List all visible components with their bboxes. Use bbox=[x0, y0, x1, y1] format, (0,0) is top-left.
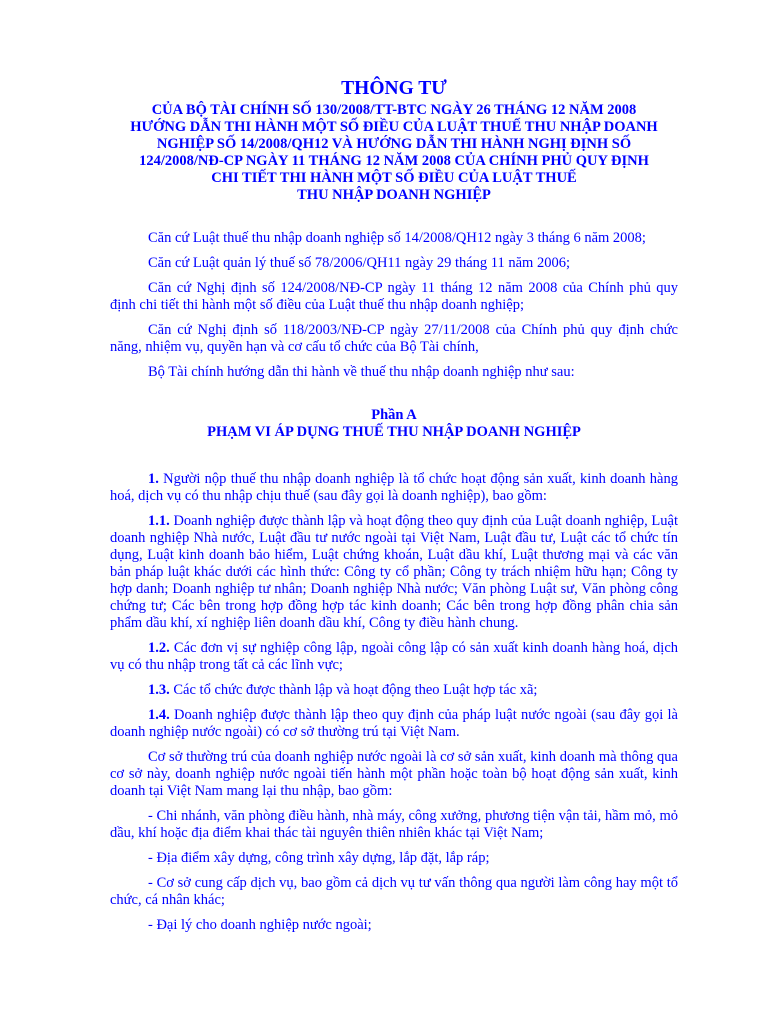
body-paragraph bbox=[110, 850, 678, 867]
part-title: PHẠM VI ÁP DỤNG THUẾ THU NHẬP DOANH NGHIỆP bbox=[207, 424, 581, 440]
clause-number: 1.1. bbox=[148, 513, 170, 529]
clause-number: 1. bbox=[148, 471, 159, 487]
body-section bbox=[110, 471, 678, 934]
clause-text: - Đại lý cho doanh nghiệp nước ngoài; bbox=[148, 917, 372, 933]
subtitle-line: CHI TIẾT THI HÀNH MỘT SỐ ĐIỀU CỦA LUẬT THUẾ bbox=[211, 170, 577, 186]
body-paragraph bbox=[110, 875, 678, 909]
clause-number: 1.3. bbox=[148, 682, 170, 698]
body-paragraph bbox=[110, 513, 678, 632]
body-paragraph bbox=[110, 749, 678, 800]
body-paragraph bbox=[110, 707, 678, 741]
subtitle-line: 124/2008/NĐ-CP NGÀY 11 THÁNG 12 NĂM 2008 CỦA CHÍNH PHỦ QUY ĐỊNH bbox=[139, 153, 649, 169]
preamble bbox=[110, 230, 678, 381]
clause-text: - Cơ sở cung cấp dịch vụ, bao gồm cả dịch vụ tư vấn thông qua người làm công hay một tổ chức, cá nhân khác; bbox=[110, 875, 678, 908]
preamble-paragraph: Căn cứ Luật thuế thu nhập doanh nghiệp số 14/2008/QH12 ngày 3 tháng 6 năm 2008; bbox=[148, 230, 646, 246]
body-paragraph bbox=[110, 471, 678, 505]
body-paragraph bbox=[110, 808, 678, 842]
clause-number: 1.2. bbox=[148, 640, 170, 656]
clause-text: Các đơn vị sự nghiệp công lập, ngoài công lập có sản xuất kinh doanh hàng hoá, dịch vụ có thu nhập trong tất cả các lĩnh vực; bbox=[110, 640, 678, 673]
body-paragraph bbox=[110, 917, 678, 934]
clause-text: - Chi nhánh, văn phòng điều hành, nhà máy, công xưởng, phương tiện vận tải, hầm mỏ, mỏ dầu, khí hoặc địa điểm khai thác tài nguyên thiên nhiên khác tại Việt Nam; bbox=[110, 808, 678, 841]
subtitle-line: HƯỚNG DẪN THI HÀNH MỘT SỐ ĐIỀU CỦA LUẬT THUẾ THU NHẬP DOANH bbox=[130, 119, 658, 135]
part-heading: Phần A bbox=[371, 407, 417, 423]
document-title: THÔNG TƯ bbox=[341, 78, 447, 99]
clause-text: - Địa điểm xây dựng, công trình xây dựng, lắp đặt, lắp ráp; bbox=[148, 850, 490, 866]
preamble-paragraph: Căn cứ Nghị định số 118/2003/NĐ-CP ngày 27/11/2008 của Chính phủ quy định chức năng, nhiệm vụ, quyền hạn và cơ cấu tổ chức của Bộ Tài chính, bbox=[110, 322, 678, 355]
subtitle-line: CỦA BỘ TÀI CHÍNH SỐ 130/2008/TT-BTC NGÀY 26 THÁNG 12 NĂM 2008 bbox=[151, 102, 637, 118]
clause-text: Doanh nghiệp được thành lập và hoạt động theo quy định của Luật doanh nghiệp, Luật doanh nghiệp Nhà nước, Luật đầu tư nước ngoài tại Việt Nam, Luật đầu tư, Luật các tổ chức tín dụng, Luật kinh doanh bảo hiểm, Luật chứng khoán, Luật dầu khí, Luật thương mại và các văn bản pháp luật khác dưới các hình thức: Công ty cổ phần; Công ty trách nhiệm hữu hạn; Công ty hợp danh; Doanh nghiệp tư nhân; Doanh nghiệp Nhà nước; Văn phòng Luật sư, Văn phòng công chứng tư; Các bên trong hợp đồng hợp tác kinh doanh; Các bên trong hợp đồng phân chia sản phẩm dầu khí, xí nghiệp liên doanh dầu khí, Công ty điều hành chung. bbox=[110, 513, 678, 631]
clause-text: Các tổ chức được thành lập và hoạt động theo Luật hợp tác xã; bbox=[169, 682, 538, 698]
clause-text: Cơ sở thường trú của doanh nghiệp nước ngoài là cơ sở sản xuất, kinh doanh mà thông qua cơ sở này, doanh nghiệp nước ngoài tiến hành một phần hoặc toàn bộ hoạt động sản xuất, kinh doanh tại Việt Nam mang lại thu nhập, bao gồm: bbox=[110, 749, 678, 799]
clause-text: Doanh nghiệp được thành lập theo quy định của pháp luật nước ngoài (sau đây gọi là doanh nghiệp nước ngoài) có cơ sở thường trú tại Việt Nam. bbox=[110, 707, 678, 740]
clause-number: 1.4. bbox=[148, 707, 170, 723]
document-subtitle bbox=[110, 102, 678, 204]
preamble-paragraph: Căn cứ Luật quản lý thuế số 78/2006/QH11 ngày 29 tháng 11 năm 2006; bbox=[148, 255, 570, 271]
subtitle-line: NGHIỆP SỐ 14/2008/QH12 VÀ HƯỚNG DẪN THI HÀNH NGHỊ ĐỊNH SỐ bbox=[156, 136, 632, 152]
body-paragraph bbox=[110, 640, 678, 674]
body-paragraph bbox=[110, 682, 678, 699]
clause-text: Người nộp thuế thu nhập doanh nghiệp là tổ chức hoạt động sản xuất, kinh doanh hàng hoá, dịch vụ có thu nhập chịu thuế (sau đây gọi là doanh nghiệp), bao gồm: bbox=[110, 471, 678, 504]
preamble-paragraph: Bộ Tài chính hướng dẫn thi hành về thuế thu nhập doanh nghiệp như sau: bbox=[148, 364, 575, 380]
subtitle-line: THU NHẬP DOANH NGHIỆP bbox=[297, 187, 491, 203]
preamble-paragraph: Căn cứ Nghị định số 124/2008/NĐ-CP ngày 11 tháng 12 năm 2008 của Chính phủ quy định chi tiết thi hành một số điều của Luật thuế thu nhập doanh nghiệp; bbox=[110, 280, 678, 313]
